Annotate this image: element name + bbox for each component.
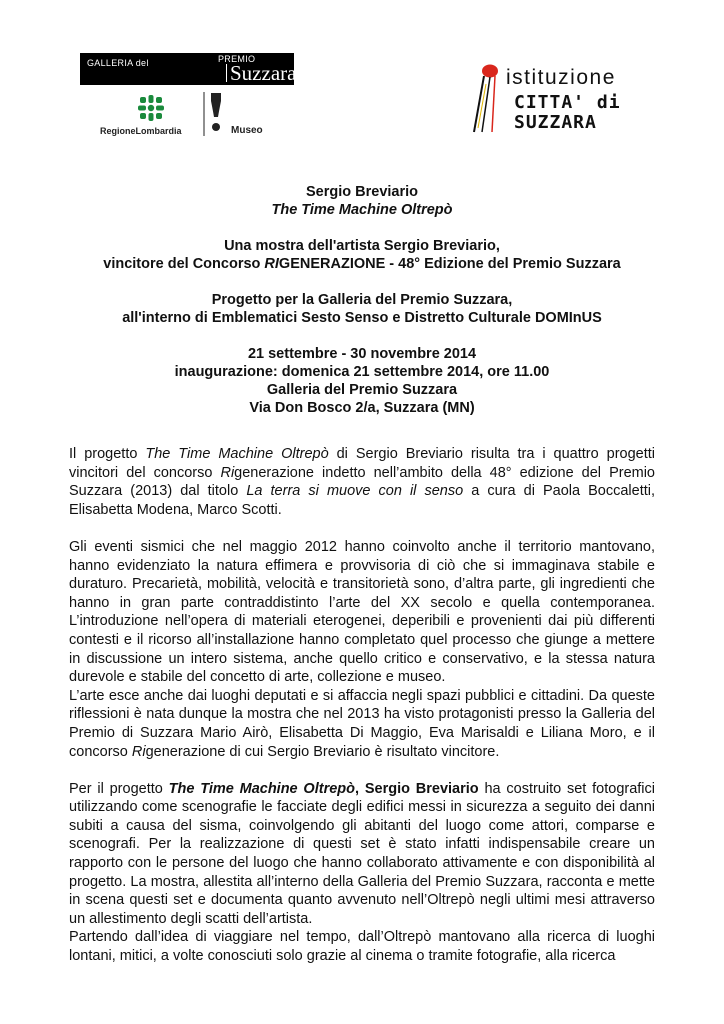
paintbrush-icon xyxy=(466,62,506,134)
galleria-logo-text-top-left: GALLERIA del xyxy=(87,58,149,68)
p3-text-b: generazione di cui Sergio Breviario è risultato vincitore. xyxy=(145,743,500,760)
artist-name: Sergio Breviario xyxy=(305,184,418,200)
exhibition-title-text: The Time Machine Oltrepò xyxy=(271,202,453,218)
istituzione-logo-line3: SUZZARA xyxy=(514,112,597,133)
press-release-body xyxy=(69,445,655,966)
subtitle-line-2-pre: vincitore del Concorso xyxy=(103,256,265,272)
paragraph-1 xyxy=(69,445,655,519)
venue-name: Galleria del Premio Suzzara xyxy=(266,382,458,398)
p3-ri: Ri xyxy=(131,743,146,760)
p1-text-b: di Sergio Breviario risulta tra i quattro progetti vincitori del concorso xyxy=(69,446,655,481)
subtitle-line-2-ri: RI xyxy=(264,256,279,272)
project-line-2: all'interno di Emblematici Sesto Senso e Distretto Culturale DOMInUS xyxy=(122,310,602,326)
galleria-logo-divider xyxy=(226,64,227,82)
paragraph-5: Partendo dall’idea di viaggiare nel tempo, dall’Oltrepò mantovano alla ricerca di luoghi lontani, mitici, a volte conosciuti solo grazie al cinema o tramite fotografie, alla ricerca xyxy=(69,929,655,965)
opening-info: inaugurazione: domenica 21 settembre 2014, ore 11.00 xyxy=(174,364,550,380)
p1-text-a: Il progetto xyxy=(69,446,146,462)
istituzione-logo-line1: istituzione xyxy=(506,66,616,89)
p4-text-c: ha costruito set fotografici utilizzando come scenografie le facciate degli edifici messi in sicurezza a seguito dei danni subiti a causa del sisma, coinvolgendo gli abitanti del luogo come attori, comparse e scenografi. Per la realizzazione di questi set è stato infatti indispensabile creare un rapporto con le persone del luogo che hanno collaborato attivamente e con disponibilità al progetto. La mostra, allestita all’interno della Galleria del Premio Suzzara, racconta e mette in scena questi set e documenta quanto avvenuto nell’Oltrepò negli ultimi mesi attraverso un allestimento degli scatti dell’artista. xyxy=(69,780,655,927)
p1-text-d: a cura di Paola Boccaletti, Elisabetta Modena, Marco Scotti. xyxy=(69,483,656,518)
p1-theme-title: La terra si muove con il senso xyxy=(246,483,464,500)
paragraph-3 xyxy=(69,687,655,761)
istituzione-logo-line2: CITTA' di xyxy=(514,92,621,113)
paragraph-2: Gli eventi sismici che nel maggio 2012 hanno coinvolto anche il territorio mantovano, hanno evidenziato la natura effimera e provvisoria di ciò che si immaginava stabile e duraturo. Precarietà, mobilità, velocità e transitorietà sono, d’altra parte, gli ingredienti che hanno in gran parte contraddistinto l’arte del XX secolo e quella contemporanea. L’introduzione nell’opera di materiali eterogenei, deperibili e provenienti dai più differenti contesti e il ricorso all’installazione hanno completato quel processo che giunge a mettere in discussione un intero sistema, anche quello critico e conservativo, e la stessa natura durevole e stabile del concetto di arte, collezione e museo. xyxy=(69,538,655,686)
venue-address: Via Don Bosco 2/a, Suzzara (MN) xyxy=(249,400,475,416)
p4-artist-name: Sergio Breviario xyxy=(364,780,479,797)
paragraph-4 xyxy=(69,780,655,929)
p3-text-a: L’arte esce anche dai luoghi deputati e si affaccia negli spazi pubblici e cittadini. Da queste riflessioni è nata dunque la mostra che nel 2013 ha visto protagonisti presso la Galleria del Premio di Suzzara Mario Airò, Elisabetta Di Maggio, Eva Marisaldi e Liliana Moro, e il concorso xyxy=(69,687,655,760)
project-line-1: Progetto per la Galleria del Premio Suzzara, xyxy=(211,292,513,308)
galleria-logo-text-top-right: PREMIO xyxy=(218,54,256,64)
istituzione-citta-di-suzzara-logo xyxy=(466,62,650,134)
regione-lombardia-logo xyxy=(100,93,196,139)
p4-text-a: Per il progetto xyxy=(69,780,169,797)
lombardia-logo-label: RegioneLombardia xyxy=(100,126,182,136)
subtitle-line-2 xyxy=(60,255,664,273)
p1-project-title: The Time Machine Oltrepò xyxy=(145,446,329,462)
exhibition-title xyxy=(60,201,664,219)
p4-comma: , xyxy=(355,780,365,797)
subtitle-line-1: Una mostra dell'artista Sergio Breviario, xyxy=(224,238,500,254)
exhibition-dates: 21 settembre - 30 novembre 2014 xyxy=(247,346,477,362)
lombardia-rose-icon xyxy=(136,93,166,123)
museo-logo-label: Museo xyxy=(231,125,263,136)
press-release-header xyxy=(60,183,664,417)
p1-ri: Ri xyxy=(220,464,235,481)
p1-text-c: generazione indetto nell’ambito della 48° edizione del Premio Suzzara (2013) dal titolo xyxy=(69,464,655,500)
museo-logo xyxy=(202,90,272,140)
museo-exclamation-icon xyxy=(202,90,226,138)
galleria-premio-suzzara-logo xyxy=(80,53,297,85)
p4-project-title: The Time Machine Oltrepò xyxy=(168,780,355,797)
galleria-logo-text-main: Suzzara xyxy=(230,61,297,85)
subtitle-line-2-post: GENERAZIONE - 48° Edizione del Premio Suzzara xyxy=(278,256,621,272)
